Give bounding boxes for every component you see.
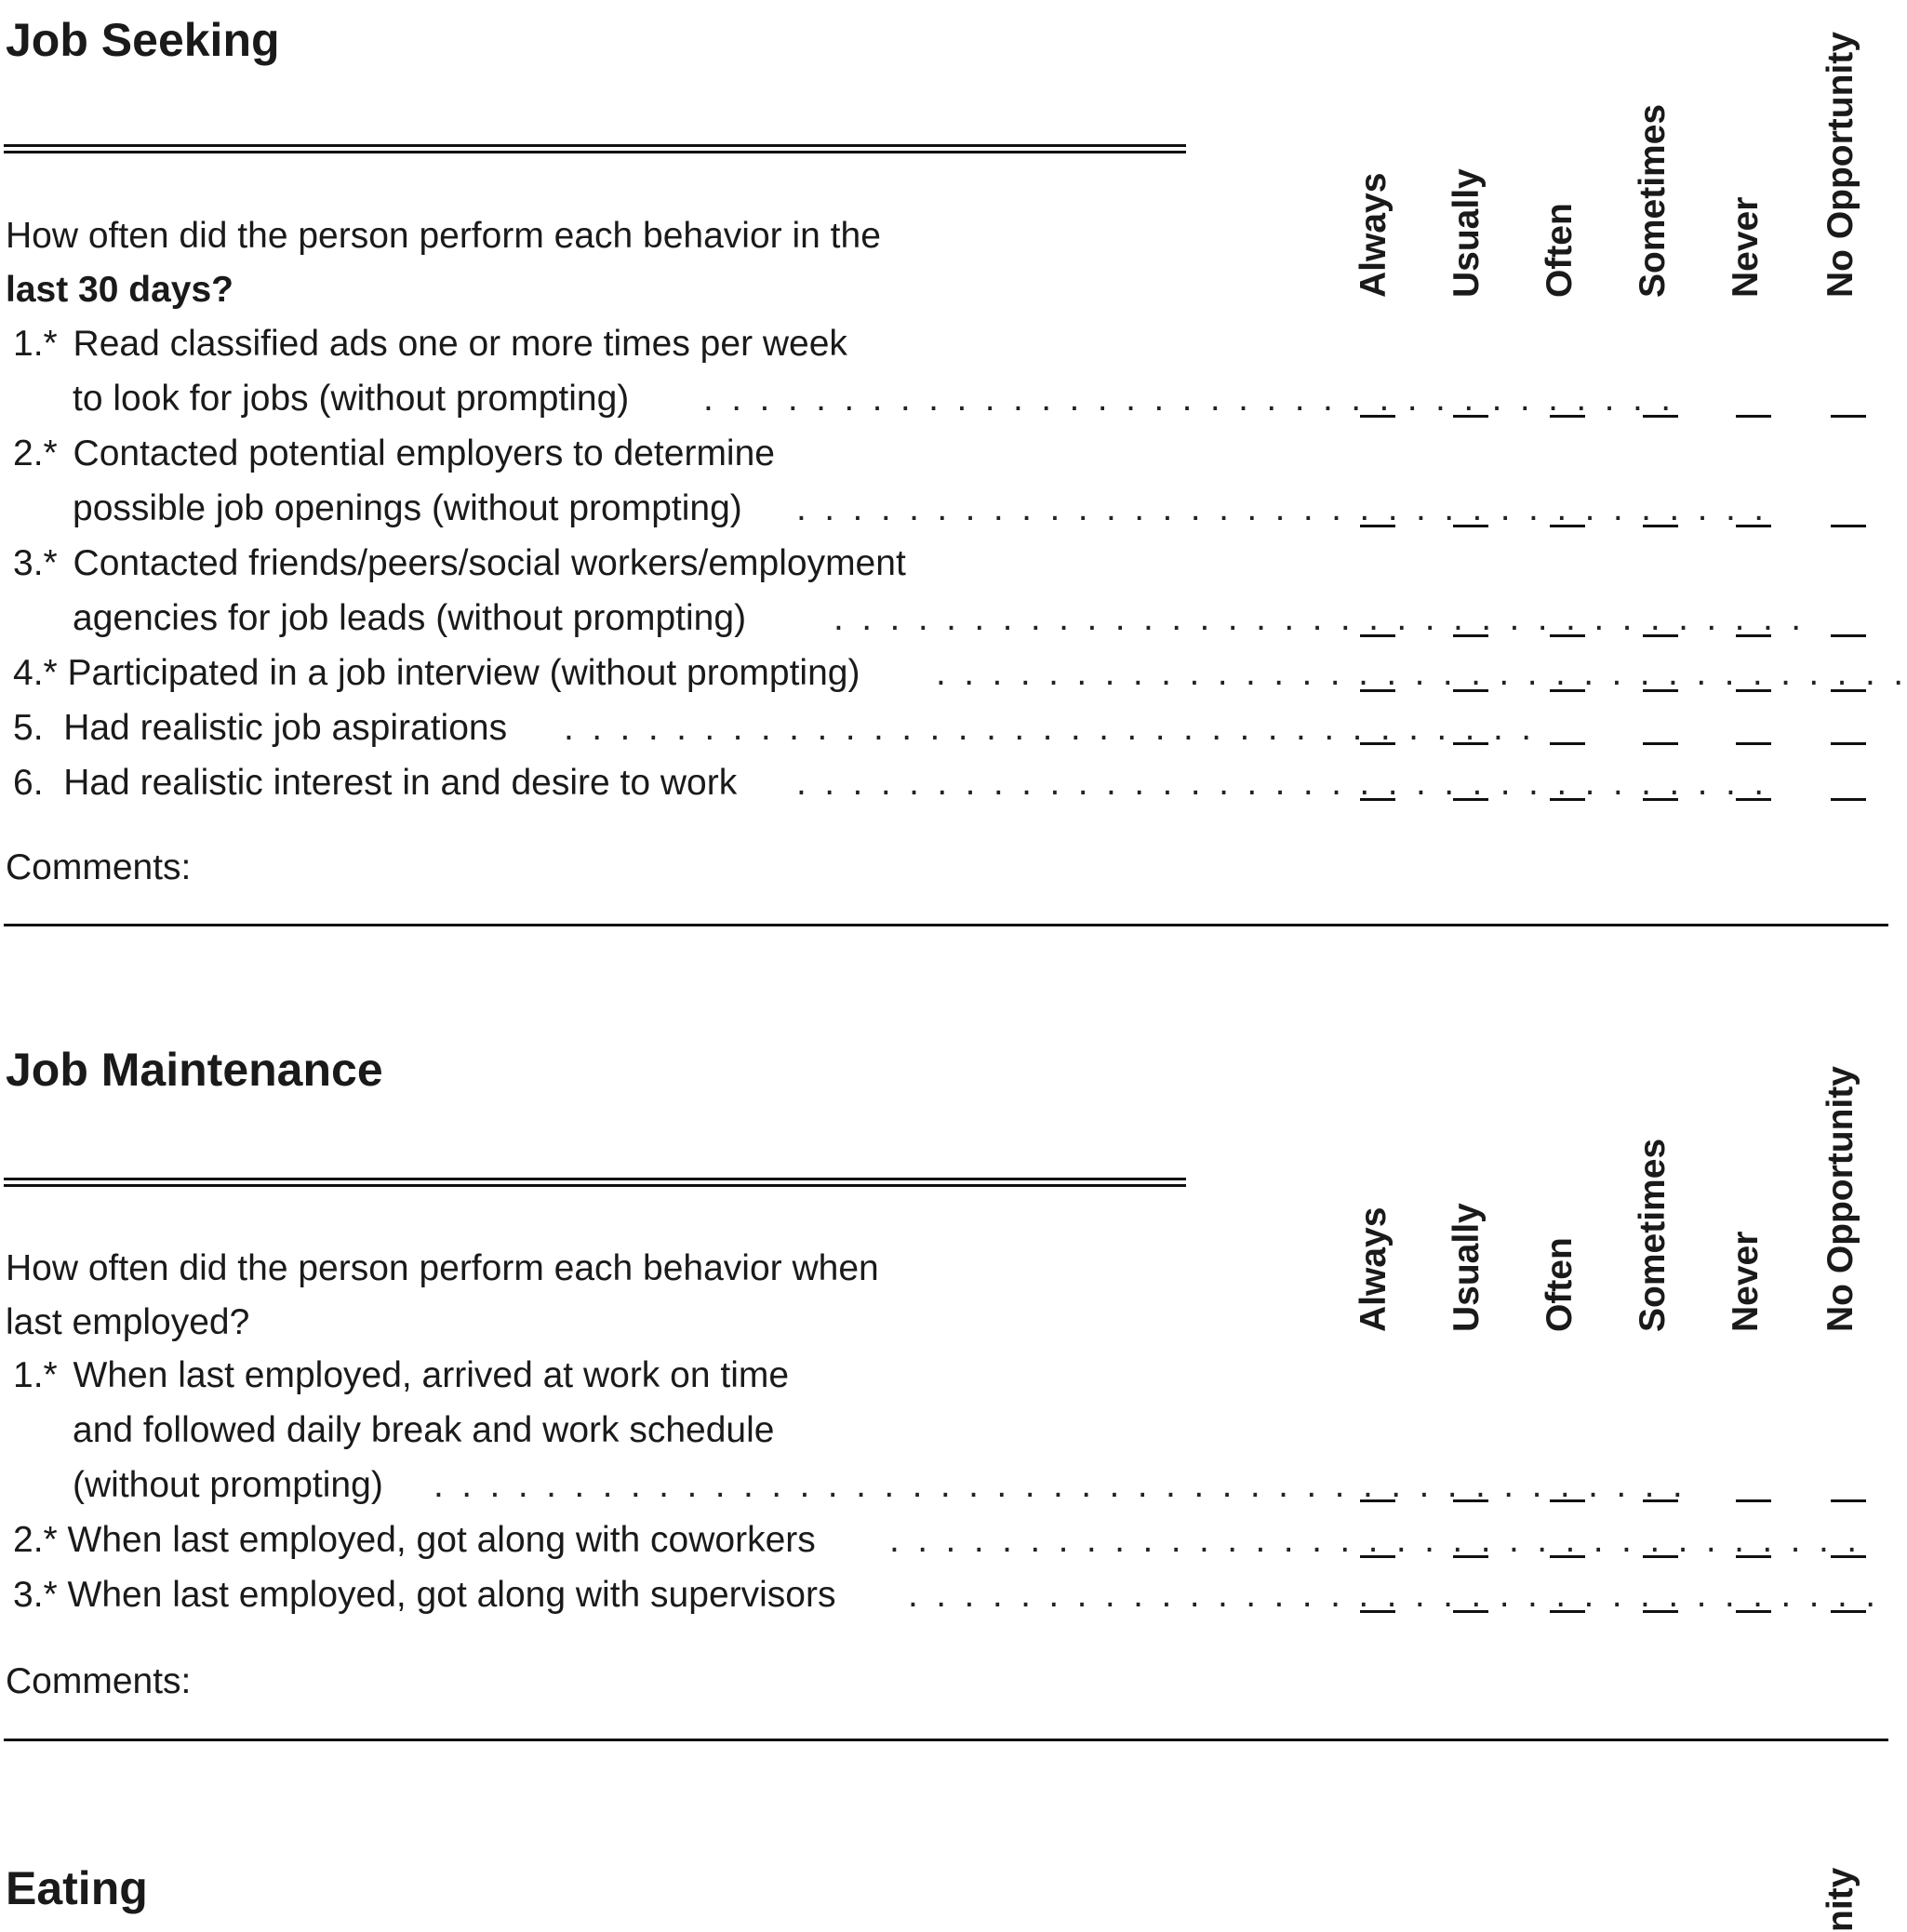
- list-item: 4.* Participated in a job interview (without prompting) . . . . . . . . . . . . . . . . . . . . . . . . . . . . . . . . . . .: [0, 646, 1191, 700]
- answer-blank[interactable]: [1360, 1610, 1395, 1613]
- column-header-always: Always: [1354, 172, 1394, 298]
- section-double-rule: [4, 1178, 1186, 1187]
- answer-blank[interactable]: [1453, 1610, 1488, 1613]
- answer-blank[interactable]: [1453, 1499, 1488, 1502]
- answer-blank[interactable]: [1736, 1499, 1771, 1502]
- answer-blank[interactable]: [1550, 415, 1585, 418]
- answer-blank[interactable]: [1453, 415, 1488, 418]
- answer-blank[interactable]: [1831, 1499, 1866, 1502]
- answer-blank[interactable]: [1831, 1610, 1866, 1613]
- column-header-often: Often: [1540, 203, 1580, 298]
- answer-blank[interactable]: [1453, 525, 1488, 527]
- list-item: 1.* When last employed, arrived at work on time: [13, 1355, 790, 1395]
- answer-blank[interactable]: [1831, 1555, 1866, 1558]
- list-item-leader-row: possible job openings (without prompting) . . . . . . . . . . . . . . . . . . . . . . . . . . . . . . . . . . .: [0, 482, 1191, 536]
- answer-blank[interactable]: [1550, 689, 1585, 692]
- column-header-partial: nity: [1820, 1867, 1860, 1932]
- answer-blank[interactable]: [1360, 742, 1395, 745]
- answer-blank[interactable]: [1360, 1555, 1395, 1558]
- list-item: 5. Had realistic job aspirations . . . . . . . . . . . . . . . . . . . . . . . . . . . . . . . . . . .: [0, 701, 1191, 755]
- comments-label: Comments:: [6, 847, 192, 887]
- list-item: 2.* When last employed, got along with coworkers . . . . . . . . . . . . . . . . . . . . . . . . . . . . . . . . . . .: [0, 1513, 1191, 1567]
- answer-blank[interactable]: [1643, 1610, 1678, 1613]
- section-title-job-seeking: Job Seeking: [6, 14, 280, 66]
- answer-blank[interactable]: [1550, 798, 1585, 801]
- answer-blank[interactable]: [1360, 415, 1395, 418]
- answer-blank[interactable]: [1831, 415, 1866, 418]
- answer-blank[interactable]: [1736, 1555, 1771, 1558]
- answer-blank[interactable]: [1453, 689, 1488, 692]
- column-header-never: Never: [1726, 1231, 1766, 1332]
- answer-blank[interactable]: [1831, 798, 1866, 801]
- comments-line[interactable]: [4, 924, 1888, 926]
- list-item: 3.* When last employed, got along with supervisors . . . . . . . . . . . . . . . . . . . . . . . . . . . . . . . . . . .: [0, 1568, 1191, 1622]
- answer-blank[interactable]: [1643, 1555, 1678, 1558]
- list-item: 1.* Read classified ads one or more times per week: [13, 324, 847, 364]
- answer-blank[interactable]: [1736, 798, 1771, 801]
- answer-blank[interactable]: [1360, 798, 1395, 801]
- column-header-no-opportunity: No Opportunity: [1820, 32, 1860, 298]
- answer-blank[interactable]: [1643, 415, 1678, 418]
- column-header-sometimes: Sometimes: [1633, 103, 1673, 298]
- column-header-often: Often: [1540, 1237, 1580, 1332]
- answer-blank[interactable]: [1643, 798, 1678, 801]
- section-title-eating: Eating: [6, 1862, 148, 1914]
- answer-blank[interactable]: [1831, 634, 1866, 637]
- answer-blank[interactable]: [1453, 798, 1488, 801]
- answer-blank[interactable]: [1550, 1610, 1585, 1613]
- answer-blank[interactable]: [1831, 742, 1866, 745]
- answer-blank[interactable]: [1643, 525, 1678, 527]
- answer-blank[interactable]: [1360, 525, 1395, 527]
- answer-blank[interactable]: [1831, 689, 1866, 692]
- list-item-continuation: and followed daily break and work schedule: [73, 1410, 775, 1450]
- list-item-leader-row: (without prompting) . . . . . . . . . . . . . . . . . . . . . . . . . . . . . . . . . . . . . . . . . . . . .: [0, 1459, 1191, 1512]
- answer-blank[interactable]: [1736, 415, 1771, 418]
- column-header-sometimes: Sometimes: [1633, 1138, 1673, 1332]
- answer-blank[interactable]: [1360, 634, 1395, 637]
- answer-blank[interactable]: [1550, 1555, 1585, 1558]
- answer-blank[interactable]: [1453, 742, 1488, 745]
- answer-blank[interactable]: [1643, 689, 1678, 692]
- column-header-never: Never: [1726, 196, 1766, 298]
- answer-blank[interactable]: [1643, 742, 1678, 745]
- answer-blank[interactable]: [1550, 525, 1585, 527]
- answer-blank[interactable]: [1736, 634, 1771, 637]
- answer-blank[interactable]: [1550, 1499, 1585, 1502]
- comments-line[interactable]: [4, 1739, 1888, 1741]
- list-item: 6. Had realistic interest in and desire to work . . . . . . . . . . . . . . . . . . . . . . . . . . . . . . . . . . .: [0, 756, 1191, 810]
- answer-blank[interactable]: [1550, 742, 1585, 745]
- answer-blank[interactable]: [1736, 689, 1771, 692]
- answer-blank[interactable]: [1831, 525, 1866, 527]
- answer-blank[interactable]: [1643, 1499, 1678, 1502]
- question-prompt: How often did the person perform each behavior when last employed?: [6, 1248, 879, 1342]
- column-header-always: Always: [1354, 1206, 1394, 1332]
- comments-label: Comments:: [6, 1661, 192, 1701]
- answer-blank[interactable]: [1453, 634, 1488, 637]
- question-prompt: How often did the person perform each behavior in the last 30 days?: [6, 216, 881, 310]
- answer-blank[interactable]: [1360, 689, 1395, 692]
- list-item: 3.* Contacted friends/peers/social workers/employment: [13, 543, 906, 583]
- answer-blank[interactable]: [1736, 742, 1771, 745]
- answer-blank[interactable]: [1453, 1555, 1488, 1558]
- answer-blank[interactable]: [1550, 634, 1585, 637]
- answer-blank[interactable]: [1736, 1610, 1771, 1613]
- column-header-no-opportunity: No Opportunity: [1820, 1066, 1860, 1332]
- answer-blank[interactable]: [1736, 525, 1771, 527]
- section-title-job-maintenance: Job Maintenance: [6, 1044, 383, 1096]
- answer-blank[interactable]: [1643, 634, 1678, 637]
- column-header-usually: Usually: [1447, 168, 1487, 298]
- column-header-usually: Usually: [1447, 1203, 1487, 1332]
- list-item: 2.* Contacted potential employers to determine: [13, 433, 775, 473]
- answer-blank[interactable]: [1360, 1499, 1395, 1502]
- list-item-leader-row: to look for jobs (without prompting) . . . . . . . . . . . . . . . . . . . . . . . . . . . . . . . . . . .: [0, 372, 1191, 426]
- list-item-leader-row: agencies for job leads (without prompting) . . . . . . . . . . . . . . . . . . . . . . . . . . . . . . . . . . .: [0, 592, 1191, 646]
- section-double-rule: [4, 144, 1186, 153]
